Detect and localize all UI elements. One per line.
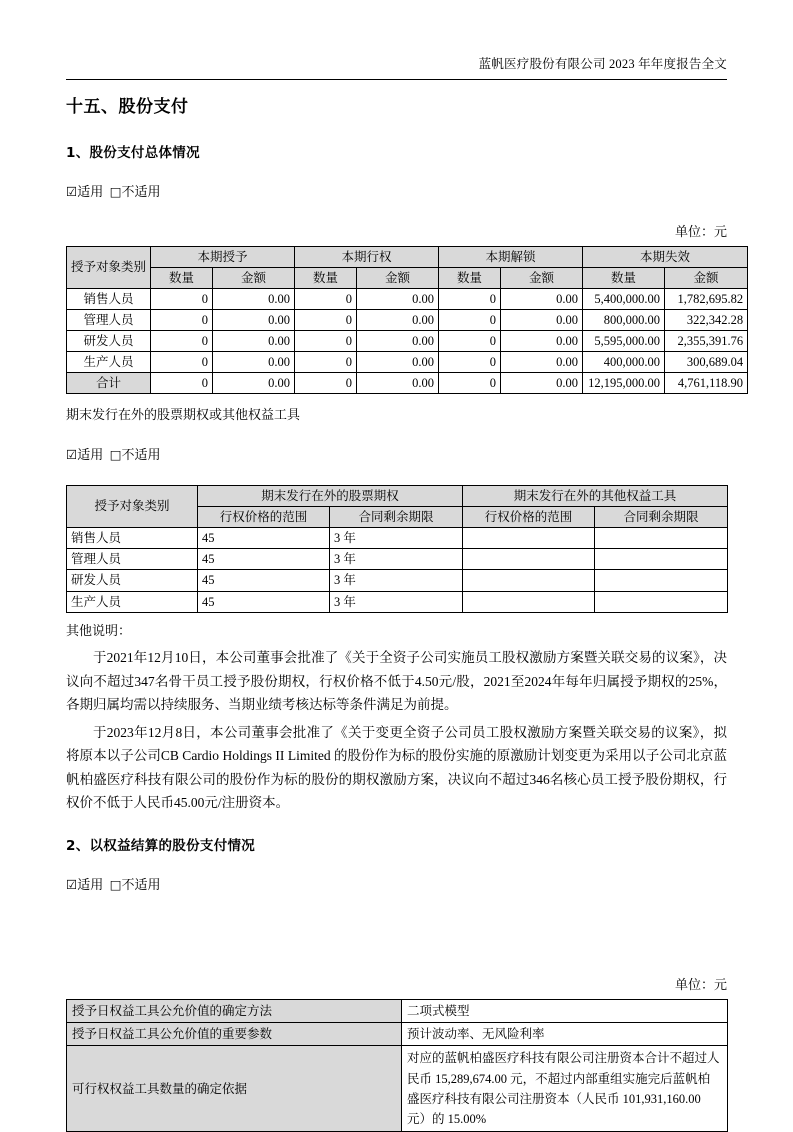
checked-checkbox-icon[interactable]: ☑ xyxy=(66,183,78,199)
col-group-outstanding-options: 期末发行在外的股票期权 xyxy=(198,485,463,506)
subcol-amt-unlocked: 金额 xyxy=(501,267,583,288)
unchecked-checkbox-icon[interactable]: □ xyxy=(109,183,122,199)
col-header-grantee-type: 授予对象类别 xyxy=(67,246,151,288)
cell-value: 0 xyxy=(151,288,213,309)
table-row xyxy=(67,591,728,612)
col-group-forfeited: 本期失效 xyxy=(583,246,748,267)
cell-value: 0.00 xyxy=(213,373,295,394)
cell-value: 0.00 xyxy=(501,288,583,309)
checked-checkbox-icon[interactable]: ☑ xyxy=(66,877,78,893)
applicability-line-1 xyxy=(66,182,727,202)
cell-value: 800,000.00 xyxy=(583,309,665,330)
unchecked-checkbox-icon[interactable]: □ xyxy=(109,447,122,463)
cell-value: 0 xyxy=(439,352,501,373)
subsection-2-title: 2、以权益结算的股份支付情况 xyxy=(66,838,256,854)
cell-value: 0.00 xyxy=(501,309,583,330)
row-label: 生产人员 xyxy=(67,352,151,373)
cell-value: 0 xyxy=(439,288,501,309)
cell-value: 0 xyxy=(439,373,501,394)
paragraph-2023-resolution: 于2023年12月8日，本公司董事会批准了《关于变更全资子公司员工股权激励方案暨关联交易的议案》，拟将原本以子公司CB Cardio Holdings II Limited 的股份作为标的股份实施的原激励计划变更为采用以子公司北京蓝帆柏盛医疗科技有限公司的股份作为标的股份的期权激励方案，决议向不超过346名核心员工授予股份期权，行权价不低于人民币45.00元/注册资本。 xyxy=(66,725,727,810)
applicable-label: 适用 xyxy=(77,877,104,893)
applicable-label: 适用 xyxy=(77,183,104,199)
cell-value: 0 xyxy=(295,309,357,330)
cell-value: 0.00 xyxy=(501,373,583,394)
cell-value: 300,689.04 xyxy=(665,352,748,373)
page-title: 十五、股份支付 xyxy=(66,97,189,117)
cell-value: 0 xyxy=(439,309,501,330)
cell-value: 0 xyxy=(439,331,501,352)
cell-value xyxy=(463,591,595,612)
cell-value: 1,782,695.82 xyxy=(665,288,748,309)
cell-value: 45 xyxy=(198,549,330,570)
cell-value: 0 xyxy=(295,352,357,373)
table-row xyxy=(67,331,748,352)
cell-value: 400,000.00 xyxy=(583,352,665,373)
cell-value xyxy=(595,570,728,591)
row-label: 销售人员 xyxy=(67,528,198,549)
table-row xyxy=(67,1023,728,1046)
cell-value: 0.00 xyxy=(357,373,439,394)
subcol-qty-exercised: 数量 xyxy=(295,267,357,288)
applicability-line-3 xyxy=(66,875,727,895)
row-label: 管理人员 xyxy=(67,549,198,570)
table-row xyxy=(67,352,748,373)
subcol-amt-granted: 金额 xyxy=(213,267,295,288)
checked-checkbox-icon[interactable]: ☑ xyxy=(66,447,78,463)
row-label: 管理人员 xyxy=(67,309,151,330)
cell-value: 45 xyxy=(198,528,330,549)
table-row xyxy=(67,1000,728,1023)
cell-value: 2,355,391.76 xyxy=(665,331,748,352)
subsection-1-title: 1、股份支付总体情况 xyxy=(66,144,200,161)
table-row xyxy=(67,528,728,549)
applicable-label: 适用 xyxy=(77,447,104,463)
row-label: 生产人员 xyxy=(67,591,198,612)
cell-value: 0 xyxy=(151,331,213,352)
outstanding-instruments-label: 期末发行在外的股票期权或其他权益工具 xyxy=(66,407,301,423)
cell-value: 3 年 xyxy=(330,591,463,612)
spacer xyxy=(66,895,727,955)
cell-value: 0.00 xyxy=(501,331,583,352)
col-group-unlocked: 本期解锁 xyxy=(439,246,583,267)
cell-value: 0.00 xyxy=(357,309,439,330)
not-applicable-label: 不适用 xyxy=(121,183,161,199)
cell-value-key-parameters: 预计波动率、无风险利率 xyxy=(402,1023,728,1046)
subcol-amt-forfeited: 金额 xyxy=(665,267,748,288)
table-row xyxy=(67,570,728,591)
equity-settled-details-table xyxy=(66,999,728,1132)
cell-value: 0 xyxy=(151,309,213,330)
spacer xyxy=(66,465,727,485)
col-group-exercised: 本期行权 xyxy=(295,246,439,267)
unchecked-checkbox-icon[interactable]: □ xyxy=(109,877,122,893)
cell-value xyxy=(595,591,728,612)
table-header-row-group xyxy=(67,485,728,506)
cell-value xyxy=(463,549,595,570)
row-label-fair-value-method: 授予日权益工具公允价值的确定方法 xyxy=(67,1000,402,1023)
cell-value: 3 年 xyxy=(330,570,463,591)
subcol-other-exercise-price-range: 行权价格的范围 xyxy=(463,507,595,528)
row-label-key-parameters: 授予日权益工具公允价值的重要参数 xyxy=(67,1023,402,1046)
cell-value: 0.00 xyxy=(213,352,295,373)
cell-value xyxy=(595,528,728,549)
cell-value: 0 xyxy=(295,288,357,309)
cell-value-vesting-basis: 对应的蓝帆柏盛医疗科技有限公司注册资本合计不超过人民币 15,289,674.00 元，不超过内部重组实施完后蓝帆柏盛医疗科技有限公司注册资本（人民币 101,931,160.00 元）的 15.00% xyxy=(402,1046,728,1132)
table-row xyxy=(67,309,748,330)
running-header: 蓝帆医疗股份有限公司 2023 年年度报告全文 xyxy=(478,57,727,71)
share-payment-summary-table xyxy=(66,246,748,395)
subcol-amt-exercised: 金额 xyxy=(357,267,439,288)
table-row xyxy=(67,288,748,309)
cell-value: 322,342.28 xyxy=(665,309,748,330)
outstanding-options-table xyxy=(66,485,728,613)
paragraph-2021-resolution: 于2021年12月10日，本公司董事会批准了《关于全资子公司实施员工股权激励方案暨关联交易的议案》，决议向不超过347名骨干员工授予股份期权，行权价格不低于4.50元/股，2021至2024年每年归属授予期权的25%，各期归属均需以持续服务、当期业绩考核达标等条件满足为前提。 xyxy=(66,650,727,712)
col-group-granted: 本期授予 xyxy=(151,246,295,267)
cell-value: 0.00 xyxy=(213,309,295,330)
row-label: 研发人员 xyxy=(67,570,198,591)
unit-label-1: 单位：元 xyxy=(674,223,727,239)
subcol-qty-forfeited: 数量 xyxy=(583,267,665,288)
cell-value: 5,400,000.00 xyxy=(583,288,665,309)
cell-value: 0.00 xyxy=(213,331,295,352)
table-subheader-row xyxy=(67,267,748,288)
applicability-line-2 xyxy=(66,445,727,465)
cell-value: 0.00 xyxy=(357,331,439,352)
cell-value-fair-value-method: 二项式模型 xyxy=(402,1000,728,1023)
table-header-row-group xyxy=(67,246,748,267)
not-applicable-label: 不适用 xyxy=(121,877,161,893)
row-label-total: 合计 xyxy=(67,373,151,394)
cell-value: 0.00 xyxy=(357,288,439,309)
cell-value xyxy=(463,570,595,591)
col-group-outstanding-other-equity: 期末发行在外的其他权益工具 xyxy=(463,485,728,506)
table-row xyxy=(67,549,728,570)
row-label: 研发人员 xyxy=(67,331,151,352)
cell-value xyxy=(595,549,728,570)
row-label-vesting-basis: 可行权权益工具数量的确定依据 xyxy=(67,1046,402,1132)
cell-value: 0.00 xyxy=(357,352,439,373)
cell-value: 45 xyxy=(198,570,330,591)
cell-value: 45 xyxy=(198,591,330,612)
col-header-grantee-type: 授予对象类别 xyxy=(67,485,198,527)
cell-value: 5,595,000.00 xyxy=(583,331,665,352)
subcol-qty-granted: 数量 xyxy=(151,267,213,288)
cell-value: 12,195,000.00 xyxy=(583,373,665,394)
cell-value: 3 年 xyxy=(330,549,463,570)
subcol-qty-unlocked: 数量 xyxy=(439,267,501,288)
table-row xyxy=(67,1046,728,1132)
cell-value: 4,761,118.90 xyxy=(665,373,748,394)
cell-value: 3 年 xyxy=(330,528,463,549)
table-total-row xyxy=(67,373,748,394)
cell-value: 0 xyxy=(295,331,357,352)
not-applicable-label: 不适用 xyxy=(121,447,161,463)
subcol-other-remaining-term: 合同剩余期限 xyxy=(595,507,728,528)
cell-value: 0 xyxy=(151,352,213,373)
row-label: 销售人员 xyxy=(67,288,151,309)
unit-label-2: 单位：元 xyxy=(674,977,727,992)
cell-value: 0 xyxy=(295,373,357,394)
cell-value: 0.00 xyxy=(213,288,295,309)
page-content xyxy=(66,92,744,1132)
cell-value: 0 xyxy=(151,373,213,394)
subcol-option-remaining-term: 合同剩余期限 xyxy=(330,507,463,528)
header-divider xyxy=(66,79,727,80)
subcol-option-exercise-price-range: 行权价格的范围 xyxy=(198,507,330,528)
other-notes-label: 其他说明： xyxy=(66,622,132,638)
cell-value: 0.00 xyxy=(501,352,583,373)
cell-value xyxy=(463,528,595,549)
